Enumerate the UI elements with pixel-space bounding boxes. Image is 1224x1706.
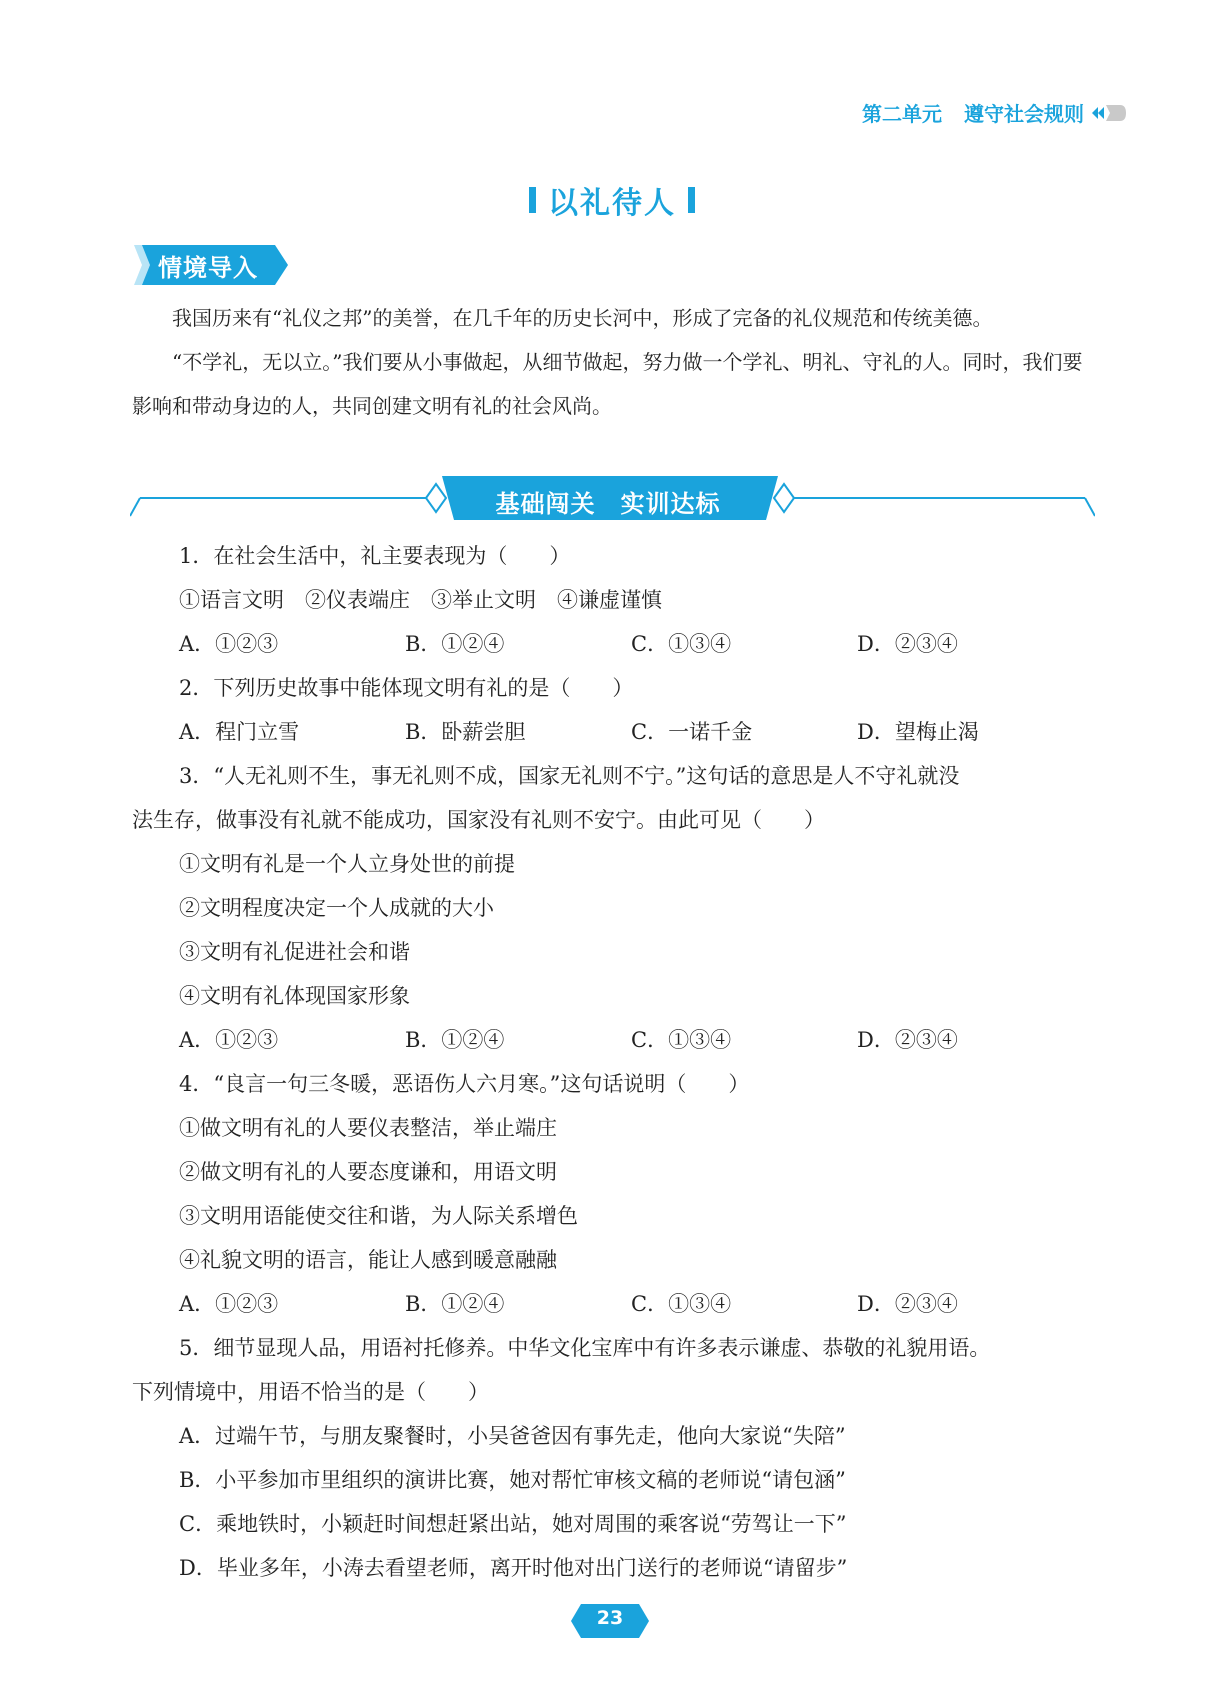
option-b: B．①②④: [405, 1028, 505, 1052]
question-item: ②文明程度决定一个人成就的大小: [179, 896, 494, 920]
option-d: D．②③④: [857, 1292, 958, 1316]
question-stem-line1: 5．细节显现人品，用语衬托修养。中华文化宝库中有许多表示谦虚、恭敬的礼貌用语。: [179, 1336, 991, 1360]
option-a: A．程门立雪: [179, 720, 300, 744]
question-2: [132, 666, 1092, 754]
question-stem-line2: 下列情境中，用语不恰当的是（ ）: [132, 1380, 489, 1404]
question-item: ①文明有礼是一个人立身处世的前提: [179, 852, 515, 876]
option-c: C．乘地铁时，小颖赶时间想赶紧出站，她对周围的乘客说“劳驾让一下”: [179, 1512, 847, 1536]
question-stem: 1．在社会生活中，礼主要表现为（ ）: [179, 544, 571, 568]
page-title: [517, 178, 707, 222]
question-4: [132, 1062, 1092, 1326]
question-stem-line2: 法生存，做事没有礼就不能成功，国家没有礼则不安宁。由此可见（ ）: [132, 808, 825, 832]
question-stem: 2．下列历史故事中能体现文明有礼的是（ ）: [179, 676, 634, 700]
option-d: D．②③④: [857, 632, 958, 656]
title-bar-right: [688, 187, 695, 213]
page-title-wrap: [0, 178, 1224, 222]
option-d: D．毕业多年，小涛去看望老师，离开时他对出门送行的老师说“请留步”: [179, 1556, 848, 1580]
option-c: C．一诺千金: [631, 720, 753, 744]
question-stem: 4．“良言一句三冬暖，恶语伤人六月寒。”这句话说明（ ）: [179, 1072, 750, 1096]
intro-paragraph: 我国历来有“礼仪之邦”的美誉，在几千年的历史长河中，形成了完备的礼仪规范和传统美德。: [172, 306, 993, 330]
option-row: [132, 1282, 1092, 1326]
question-items: ①语言文明 ②仪表端庄 ③举止文明 ④谦虚谨慎: [179, 588, 662, 612]
option-a: A．①②③: [179, 632, 279, 656]
question-stem-line1: 3．“人无礼则不生，事无礼则不成，国家无礼则不宁。”这句话的意思是人不守礼就没: [179, 764, 960, 788]
page-number: 23: [596, 1607, 624, 1629]
question-item: ④礼貌文明的语言，能让人感到暖意融融: [179, 1248, 557, 1272]
section-banner-text: 基础闯关 实训达标: [495, 490, 721, 518]
option-row: [132, 622, 1092, 666]
question-3: [132, 754, 1092, 1062]
intro-paragraph: “不学礼，无以立。”我们要从小事做起，从细节做起，努力做一个学礼、明礼、守礼的人。同时，我们要影响和带动身边的人，共同创建文明有礼的社会风尚。: [132, 350, 1083, 418]
question-item: ①做文明有礼的人要仪表整洁，举止端庄: [179, 1116, 557, 1140]
option-a: A．过端午节，与朋友聚餐时，小吴爸爸因有事先走，他向大家说“失陪”: [179, 1424, 846, 1448]
option-b: B．小平参加市里组织的演讲比赛，她对帮忙审核文稿的老师说“请包涵”: [179, 1468, 846, 1492]
option-row: [132, 710, 1092, 754]
question-item: ②做文明有礼的人要态度谦和，用语文明: [179, 1160, 557, 1184]
intro-label: 情境导入: [158, 254, 258, 282]
question-item: ④文明有礼体现国家形象: [179, 984, 410, 1008]
unit-title: 遵守社会规则: [964, 102, 1084, 126]
question-5: [132, 1326, 1092, 1590]
intro-text: [132, 296, 1092, 428]
option-c: C．①③④: [631, 1028, 732, 1052]
option-c: C．①③④: [631, 632, 732, 656]
option-b: B．①②④: [405, 1292, 505, 1316]
question-item: ③文明有礼促进社会和谐: [179, 940, 410, 964]
option-b: B．卧薪尝胆: [405, 720, 526, 744]
question-item: ③文明用语能使交往和谐，为人际关系增色: [179, 1204, 578, 1228]
title-bar-left: [529, 187, 536, 213]
chevron-left-icon: [1090, 102, 1126, 124]
option-d: D．望梅止渴: [857, 720, 979, 744]
unit-label: 第二单元: [862, 102, 942, 126]
option-c: C．①③④: [631, 1292, 732, 1316]
unit-header: [862, 98, 1126, 127]
option-a: A．①②③: [179, 1028, 279, 1052]
option-row: [132, 1018, 1092, 1062]
question-1: [132, 534, 1092, 666]
option-b: B．①②④: [405, 632, 505, 656]
option-d: D．②③④: [857, 1028, 958, 1052]
option-a: A．①②③: [179, 1292, 279, 1316]
page-title-text: 以礼待人: [548, 186, 676, 221]
